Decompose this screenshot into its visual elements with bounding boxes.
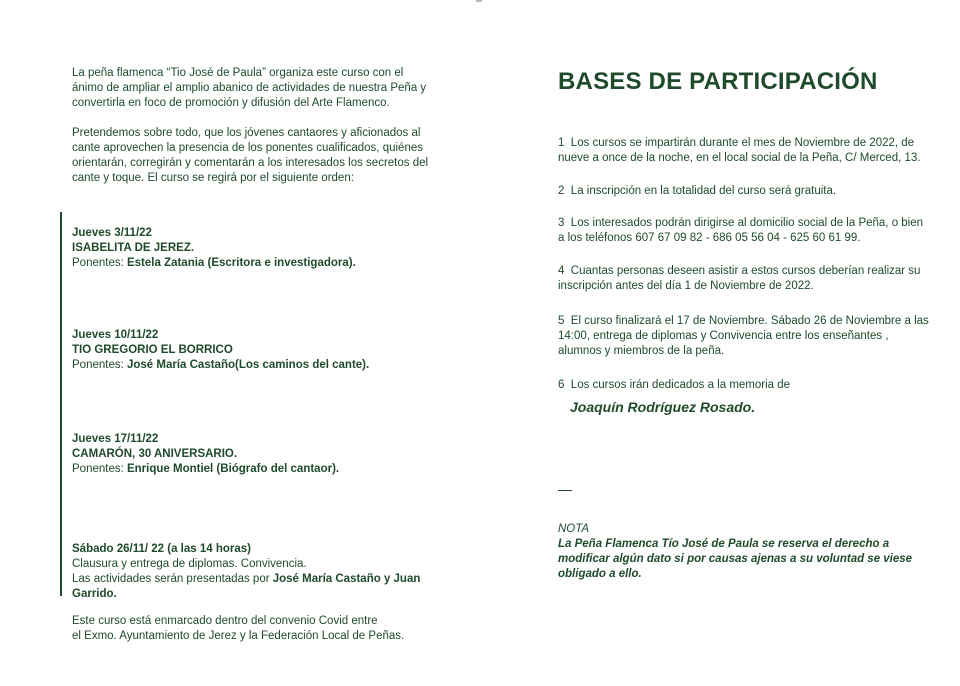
speaker-label: Ponentes: <box>72 257 127 269</box>
closing-date: Sábado 26/11/ 22 (a las 14 horas) <box>72 543 251 555</box>
footer-line-2: el Exmo. Ayuntamiento de Jerez y la Federación Local de Peñas. <box>72 630 405 642</box>
rule-text: Los cursos irán dedicados a la memoria de <box>570 379 791 391</box>
closing-presenters-names: José María Castaño y Juan Garrido. <box>72 573 421 600</box>
session-2 <box>72 328 369 373</box>
rule-text: Los interesados podrán dirigirse al domicilio social de la Peña, o bien a los teléfonos 607 67 09 82 - 686 05 56 04 - 625 60 61 99. <box>558 217 924 244</box>
footer-line-1: Este curso está enmarcado dentro del convenio Covid entre <box>72 615 378 627</box>
rule-number: 4 <box>558 265 565 277</box>
speaker-label: Ponentes: <box>72 359 127 371</box>
rule-item-2 <box>558 184 930 199</box>
session-speaker <box>72 256 356 271</box>
rule-number: 3 <box>558 217 565 229</box>
intro-paragraph-2: Pretendemos sobre todo, que los jóvenes cantaores y aficionados al cante aprovechen la presencia de los ponentes cualificados, quiénes orientarán, corregirán y comentarán a los interesados los secretos del cante y toque. El curso se regirá por el siguiente orden: <box>72 127 429 184</box>
session-1 <box>72 226 356 271</box>
session-date: Jueves 3/11/22 <box>72 227 152 239</box>
rule-number: 2 <box>558 185 565 197</box>
rule-item-4 <box>558 264 930 294</box>
closing-line-1: Clausura y entrega de diplomas. Convivencia. <box>72 558 307 570</box>
speaker-label: Ponentes: <box>72 463 127 475</box>
rule-text: Cuantas personas deseen asistir a estos cursos deberían realizar su inscripción antes del día 1 de Noviembre de 2022. <box>558 265 921 292</box>
note-block <box>558 522 930 582</box>
session-topic: ISABELITA DE JEREZ. <box>72 242 195 254</box>
rule-item-5 <box>558 314 930 359</box>
note-text: La Peña Flamenca Tío José de Paula se reserva el derecho a modificar algún dato si por causas ajenas a su voluntad se viese obligado a ello. <box>558 538 913 580</box>
rule-text: El curso finalizará el 17 de Noviembre. Sábado 26 de Noviembre a las 14:00, entrega de diplomas y Convivencia entre los enseñantes , alumnos y miembros de la peña. <box>558 315 929 357</box>
session-date: Jueves 10/11/22 <box>72 329 159 341</box>
session-topic: CAMARÓN, 30 ANIVERSARIO. <box>72 448 238 460</box>
rule-number: 6 <box>558 379 565 391</box>
session-topic: TIO GREGORIO EL BORRICO <box>72 344 233 356</box>
rule-item-6 <box>558 378 930 393</box>
separator-dash <box>558 490 572 491</box>
session-speaker <box>72 462 339 477</box>
rule-number: 1 <box>558 137 565 149</box>
rule-text: La inscripción en la totalidad del curso será gratuita. <box>570 185 837 197</box>
intro-paragraph-1: La peña flamenca “Tio José de Paula” organiza este curso con el ánimo de ampliar el amplio abanico de actividades de nuestra Peña y convertirla en foco de promoción y difusión del Arte Flamenco. <box>72 67 427 109</box>
closing-presenters-prefix: Las actividades serán presentadas por <box>72 573 273 585</box>
rule-text: Los cursos se impartirán durante el mes de Noviembre de 2022, de nueve a once de la noche, en el local social de la Peña, C/ Merced, 13. <box>558 137 921 164</box>
rule-item-1 <box>558 136 930 166</box>
closing-line-2 <box>72 572 432 602</box>
speaker-name: Estela Zatania (Escritora e investigadora). <box>126 257 356 269</box>
session-speaker <box>72 358 369 373</box>
covid-agreement-note <box>72 614 404 644</box>
memorial-name: Joaquín Rodríguez Rosado. <box>570 399 756 415</box>
closing-session <box>72 542 432 602</box>
note-label: NOTA <box>558 523 590 535</box>
session-date: Jueves 17/11/22 <box>72 433 159 445</box>
top-divider-mark <box>476 0 482 2</box>
rule-item-3 <box>558 216 930 246</box>
speaker-name: Enrique Montiel (Biógrafo del cantaor). <box>126 463 340 475</box>
page-title: BASES DE PARTICIPACIÓN <box>558 68 878 95</box>
left-accent-line <box>60 212 62 596</box>
speaker-name: José María Castaño(Los caminos del cante). <box>126 359 370 371</box>
rule-number: 5 <box>558 315 565 327</box>
session-3 <box>72 432 339 477</box>
